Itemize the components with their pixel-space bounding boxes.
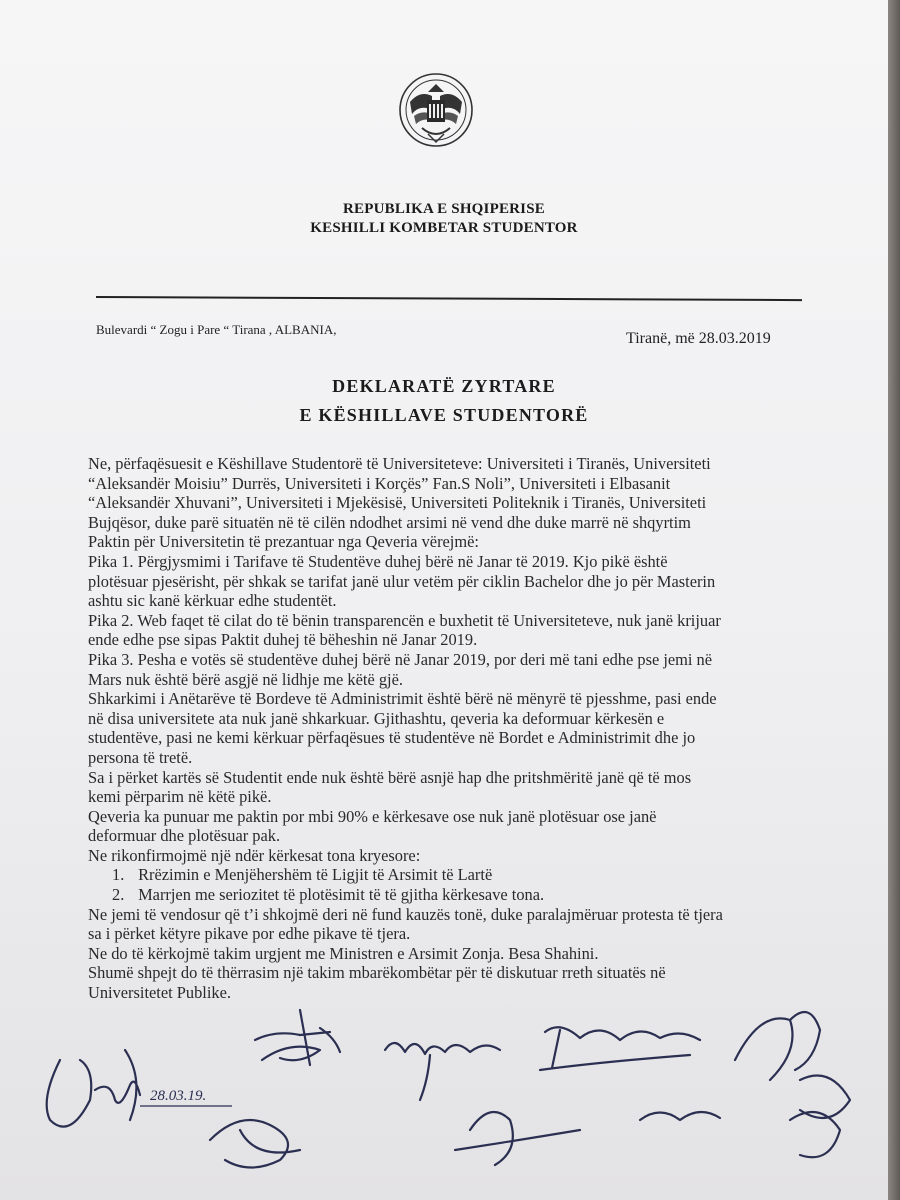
- signatures-area: [0, 990, 888, 1200]
- signature-9: [790, 1112, 840, 1157]
- body-line: plotësuar pjesërisht, për shkak se tarifat janë ulur vetëm për ciklin Bachelor dhe jo për Masterin: [88, 571, 716, 591]
- closing-line: Ne do të kërkojmë takim urgjent me Ministren e Arsimit Zonja. Besa Shahini.: [88, 943, 599, 963]
- signature-8: [640, 1112, 720, 1120]
- body-line: Qeveria ka punuar me paktin por mbi 90% e kërkesave ose nuk janë plotësuar ose janë: [88, 806, 657, 826]
- body-line: Ne rikonfirmojmë një ndër kërkesat tona kryesore:: [88, 845, 421, 865]
- body-line: ashtu sic kanë kërkuar edhe studentët.: [88, 591, 337, 611]
- body-line: Pika 1. Përgjysmimi i Tarifave të Studentëve duhej bërë në Janar të 2019. Kjo pikë është: [88, 551, 668, 571]
- body-line: “Aleksandër Xhuvani”, Universiteti i Mjekësisë, Universiteti Politeknik i Tiranës, Universiteti: [88, 493, 707, 513]
- body-line: persona të tretë.: [88, 747, 193, 767]
- signature-5: [735, 1012, 850, 1118]
- header-republic: REPUBLIKA E SHQIPERISE: [343, 201, 545, 217]
- body-line: Bujqësor, duke parë situatën në të cilën ndodhet arsimi në vend dhe duke marrë në shqyrtim: [88, 512, 691, 532]
- body-line: kemi përparim në këtë pikë.: [88, 787, 272, 807]
- signature-7: [455, 1112, 580, 1165]
- body-line: deformuar dhe plotësuar pak.: [88, 826, 281, 846]
- header-council: KESHILLI KOMBETAR STUDENTOR: [310, 220, 578, 236]
- list-item-text: Rrëzimin e Menjëhershëm të Ligjit të Arsimit të Lartë: [138, 865, 493, 885]
- list-item-text: Marrjen me seriozitet të plotësimit të të gjitha kërkesave tona.: [138, 885, 545, 905]
- address: Bulevardi “ Zogu i Pare “ Tirana , ALBANIA,: [96, 322, 337, 337]
- document-subtitle: E KËSHILLAVE STUDENTORË: [299, 405, 589, 425]
- page-edge-shadow: [888, 0, 900, 1200]
- closing-line: sa i përket këtyre pikave por edhe pikave të tjera.: [88, 924, 411, 944]
- document-date: Tiranë, më 28.03.2019: [626, 330, 771, 347]
- list-item-number: 1.: [112, 865, 125, 885]
- signature-4: [540, 1027, 700, 1070]
- document-body: [88, 454, 818, 1003]
- signature-date: 28.03.19.: [150, 1088, 207, 1104]
- list-item: [88, 885, 818, 905]
- closing-line: Ne jemi të vendosur që t’i shkojmë deri në fund kauzës tonë, duke paralajmëruar protesta të tjera: [88, 904, 723, 924]
- signature-6: [210, 1120, 300, 1168]
- body-line: Shkarkimi i Anëtarëve të Bordeve të Administrimit është bërë në mënyrë të pjesshme, pasi ende: [88, 689, 717, 709]
- document-title: DEKLARATË ZYRTARE: [332, 376, 556, 396]
- body-line: studentëve, pasi ne kemi kërkuar përfaqësues të studentëve në Bordet e Administrimit dhe jo: [88, 728, 696, 748]
- body-line: Sa i përket kartës së Studentit ende nuk është bërë asnjë hap dhe pritshmëritë janë që të mos: [88, 767, 692, 787]
- body-line: në disa universitete ata nuk janë shkarkuar. Gjithashtu, qeveria ka deformuar kërkesën e: [88, 708, 665, 728]
- body-line: Mars nuk është bërë asgjë në lidhje me këtë gjë.: [88, 669, 403, 689]
- list-item: [88, 865, 818, 885]
- header-divider: [96, 296, 802, 301]
- signature-2: [255, 1010, 340, 1065]
- list-item-number: 2.: [112, 885, 125, 905]
- council-emblem-icon: [398, 70, 474, 154]
- closing-line: Universitetet Publike.: [88, 983, 231, 1003]
- body-line: “Aleksandër Moisiu” Durrës, Universiteti i Korçës” Fan.S Noli”, Universiteti i Elbasanit: [88, 473, 671, 493]
- body-line: Pika 2. Web faqet të cilat do të bënin transparencën e buxhetit të Universiteteve, nuk janë krijuar: [88, 610, 721, 630]
- body-line: Paktin për Universitetin të prezantuar nga Qeveria vërejmë:: [88, 532, 479, 552]
- body-line: Ne, përfaqësuesit e Këshillave Studentorë të Universiteteve: Universiteti i Tiranës, Universiteti: [88, 454, 711, 473]
- signature-1: [47, 1050, 140, 1127]
- body-line: ende edhe pse sipas Paktit duhej të bëheshin në Janar 2019.: [88, 630, 478, 650]
- signature-3: [385, 1043, 500, 1100]
- body-line: Pika 3. Pesha e votës së studentëve duhej bërë në Janar 2019, por deri më tani edhe pse jemi në: [88, 649, 713, 669]
- closing-line: Shumë shpejt do të thërrasim një takim mbarëkombëtar për të diskutuar rreth situatës në: [88, 963, 666, 983]
